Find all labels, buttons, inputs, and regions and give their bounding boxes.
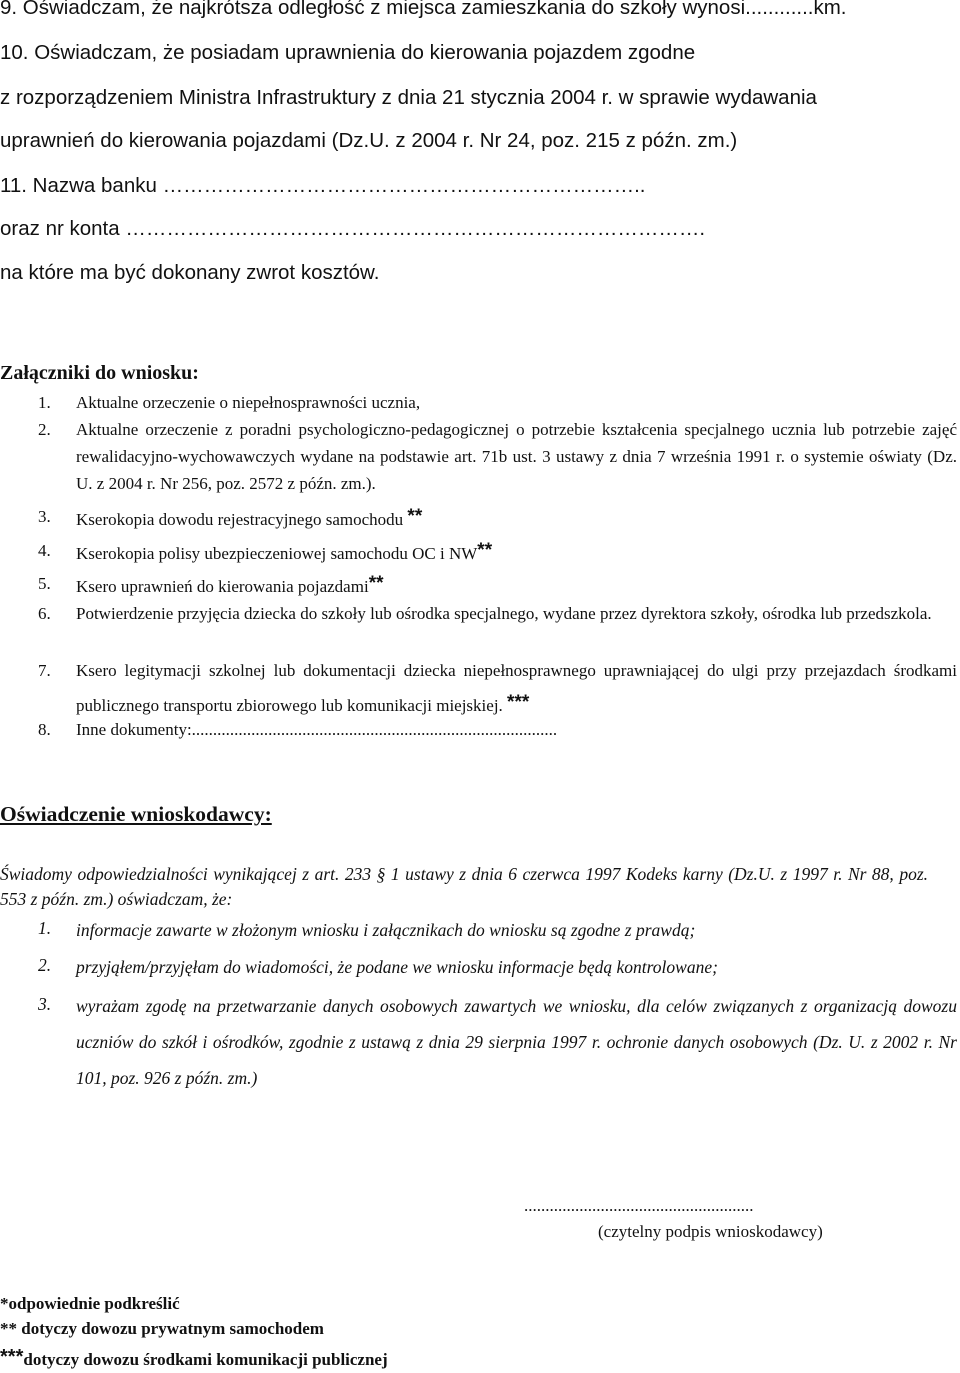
statement-text: wyrażam zgodę na przetwarzanie danych osobowych zawartych we wniosku, dla celów związanych z organizacją dowozu uczniów do szkół i ośrodków, zgodnie z ustawą z dnia 29 sierpnia 1997 r. ochronie danych osobowych (Dz. U. z 2002 r. Nr 101, poz. 926 z późn. zm.) — [76, 996, 957, 1088]
attachment-stars: ** — [407, 506, 423, 527]
footnote-text: odpowiednie podkreślić — [8, 1294, 180, 1313]
signature-label: (czytelny podpis wnioskodawcy) — [598, 1222, 823, 1241]
refund-note: na które ma być dokonany zwrot kosztów. — [0, 261, 380, 284]
attachment-text: Kserokopia dowodu rejestracyjnego samochodu — [76, 510, 408, 529]
attachment-stars: *** — [507, 692, 530, 713]
footnote — [0, 1346, 388, 1370]
footnote-stars: ** — [0, 1319, 17, 1338]
attachment-number: 7. — [38, 661, 51, 680]
statement-text: informacje zawarte w złożonym wniosku i załącznikach do wniosku są zgodne z prawdą; — [76, 920, 696, 940]
statement-intro: Świadomy odpowiedzialności wynikającej z art. 233 § 1 ustawy z dnia 6 czerwca 1997 Kodeks karny (Dz.U. z 1997 r. Nr 88, poz. 553 z późn. zm.) oświadczam, że: — [0, 864, 928, 909]
statement-number: 3. — [38, 994, 52, 1014]
other-documents-field[interactable]: Inne dokumenty:...................................................................................... — [76, 720, 558, 739]
statement-number: 1. — [38, 918, 52, 938]
attachments-title: Załączniki do wniosku: — [0, 362, 199, 384]
attachment-text: Ksero legitymacji szkolnej lub dokumentacji dziecka niepełnosprawnego uprawniającej do ulgi przy przejazdach środkami publicznego transportu zbiorowego lub komunikacji miejskiej. — [76, 661, 957, 715]
footnote-text: dotyczy dowozu prywatnym samochodem — [17, 1319, 324, 1338]
attachment-number: 1. — [38, 393, 51, 412]
attachment-text: Potwierdzenie przyjęcia dziecka do szkoły lub ośrodka specjalnego, wydane przez dyrektora szkoły, ośrodka lub przedszkola. — [76, 604, 932, 623]
declaration-10-line-3: uprawnień do kierowania pojazdami (Dz.U. z 2004 r. Nr 24, poz. 215 z późn. zm.) — [0, 129, 738, 152]
footnote — [0, 1294, 180, 1314]
footnote-text: dotyczy dowozu środkami komunikacji publicznej — [23, 1350, 388, 1369]
attachment-number: 4. — [38, 541, 51, 560]
attachment-text: Aktualne orzeczenie z poradni psychologiczno-pedagogicznej o potrzebie kształcenia specjalnego ucznia lub potrzebie zajęć rewalidacyjno-wychowawczych wydane na podstawie art. 71b ust. 3 ustawy z dnia 7 września 1991 r. o systemie oświaty (Dz. U. z 2004 r. Nr 256, poz. 2572 z późn. zm.). — [76, 420, 957, 493]
declaration-10: 10. Oświadczam, że posiadam uprawnienia do kierowania pojazdem zgodne — [0, 41, 696, 64]
statement-number: 2. — [38, 955, 52, 975]
attachment-number: 2. — [38, 420, 51, 439]
statement-text: przyjąłem/przyjęłam do wiadomości, że podane we wniosku informacje będą kontrolowane; — [76, 957, 718, 977]
declaration-9: 9. Oświadczam, że najkrótsza odległość z miejsca zamieszkania do szkoły wynosi............km. — [0, 0, 847, 19]
attachment-number: 8. — [38, 720, 51, 739]
attachment-text: Kserokopia polisy ubezpieczeniowej samochodu OC i NW — [76, 544, 478, 563]
signature-line[interactable]: ...................................................... — [524, 1196, 754, 1215]
attachment-stars: ** — [477, 540, 493, 561]
attachment-number: 6. — [38, 604, 51, 623]
attachment-number: 5. — [38, 574, 51, 593]
statement-title: Oświadczenie wnioskodawcy: — [0, 802, 272, 826]
footnote-stars: *** — [0, 1346, 24, 1368]
declaration-10-line-2: z rozporządzeniem Ministra Infrastruktury z dnia 21 stycznia 2004 r. w sprawie wydawania — [0, 86, 817, 109]
account-number-field[interactable]: oraz nr konta …………………………………………………………………………. — [0, 217, 706, 240]
bank-name-field[interactable]: 11. Nazwa banku …………………………………………………………….. — [0, 174, 646, 197]
attachment-number: 3. — [38, 507, 51, 526]
attachment-stars: ** — [368, 573, 384, 594]
attachment-text: Aktualne orzeczenie o niepełnosprawności ucznia, — [76, 393, 421, 412]
attachment-text: Ksero uprawnień do kierowania pojazdami — [76, 577, 369, 596]
footnote — [0, 1319, 324, 1339]
footnote-stars: * — [0, 1294, 9, 1313]
